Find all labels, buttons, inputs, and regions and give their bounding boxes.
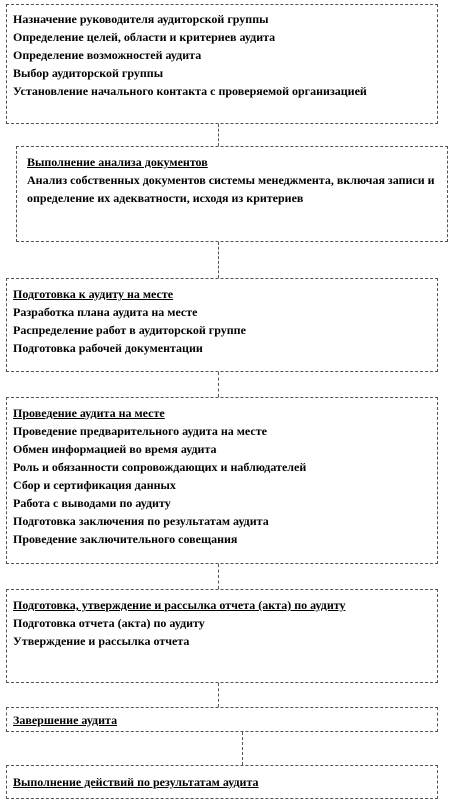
step-line: Работа с выводами по аудиту <box>13 496 171 510</box>
step-line: Распределение работ в аудиторской группе <box>13 323 246 337</box>
step-box-planning <box>6 4 438 124</box>
step-line: Подготовка рабочей документации <box>13 341 203 355</box>
step-line: Проведение заключительного совещания <box>13 532 238 546</box>
step-line: Роль и обязанности сопровождающих и наблюдателей <box>13 460 307 474</box>
step-line: Утверждение и рассылка отчета <box>13 634 190 648</box>
step-box-report <box>6 589 438 683</box>
step-line: Проведение предварительного аудита на месте <box>13 424 267 438</box>
step-title: Выполнение действий по результатам аудита <box>13 775 259 789</box>
step-line: Определение целей, области и критериев аудита <box>13 30 276 44</box>
step-line: Обмен информацией во время аудита <box>13 442 217 456</box>
step-box-document-review <box>16 146 448 242</box>
step-line: Сбор и сертификация данных <box>13 478 176 492</box>
step-line: Определение возможностей аудита <box>13 48 202 62</box>
step-title: Проведение аудита на месте <box>13 406 165 420</box>
step-line: Подготовка заключения по результатам аудита <box>13 514 269 528</box>
step-line: Назначение руководителя аудиторской группы <box>13 12 269 26</box>
step-line: Разработка плана аудита на месте <box>13 305 198 319</box>
connector-4-5 <box>218 564 219 589</box>
step-title: Завершение аудита <box>13 713 118 727</box>
step-line: Подготовка отчета (акта) по аудиту <box>13 616 205 630</box>
step-title: Подготовка, утверждение и рассылка отчета (акта) по аудиту <box>13 598 346 612</box>
step-box-onsite-audit <box>6 397 438 564</box>
connector-5-6 <box>218 683 219 707</box>
step-line: Анализ собственных документов системы менеджмента, включая записи и определение их адекватности, исходя из критериев <box>27 173 435 205</box>
step-line: Выбор аудиторской группы <box>13 66 164 80</box>
step-title: Выполнение анализа документов <box>27 155 208 169</box>
step-box-follow-up <box>6 765 438 799</box>
connector-2-3 <box>218 242 219 278</box>
step-box-completion <box>6 707 438 732</box>
step-line: Установление начального контакта с проверяемой организацией <box>13 84 367 98</box>
connector-1-2 <box>218 124 219 146</box>
step-box-onsite-preparation <box>6 278 438 372</box>
connector-3-4 <box>218 372 219 397</box>
connector-6-7 <box>242 732 243 765</box>
step-title: Подготовка к аудиту на месте <box>13 287 174 301</box>
